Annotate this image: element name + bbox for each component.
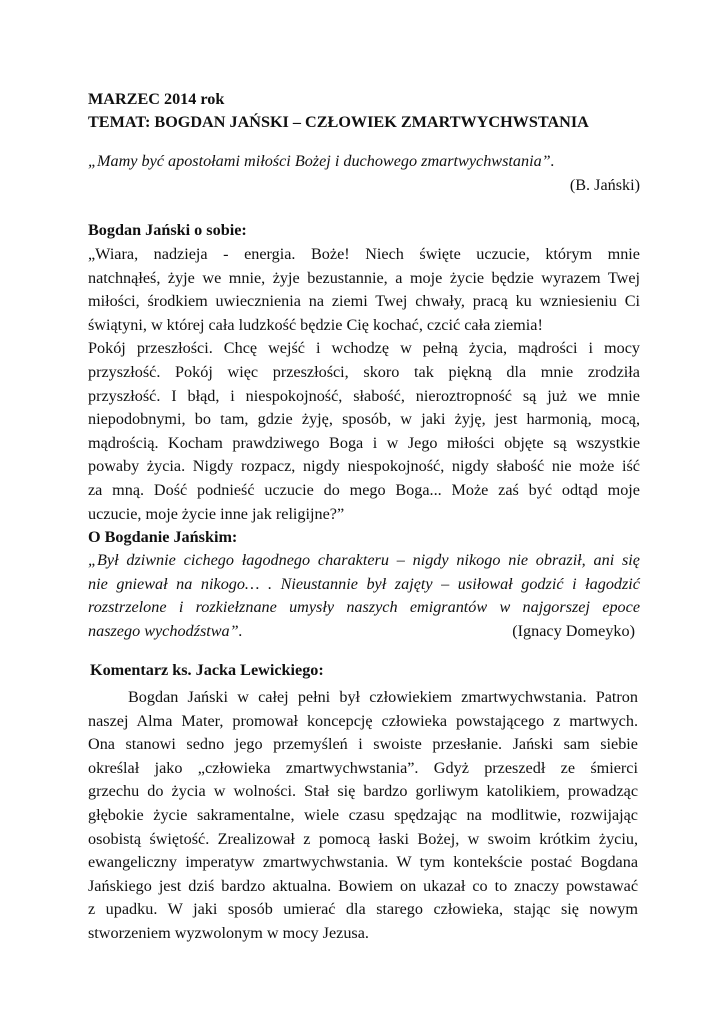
text-line: natchnąłeś, żyje we mnie, żyje bezustannie, a moje życie będzie wyrazem Twej [88,268,640,287]
text-line: powaby życia. Nigdy rozpacz, nigdy niespokojność, nigdy słabość nie może iść [88,457,640,476]
topic-heading: TEMAT: BOGDAN JAŃSKI – CZŁOWIEK ZMARTWYCHWSTANIA [88,113,589,131]
comment-section-heading: Komentarz ks. Jacka Lewickiego: [90,661,324,679]
text-line: ewangeliczny imperatyw zmartwychwstania. W tym kontekście postać Bogdana [88,853,638,872]
text-line: niepodobnymi, bo tam, gdzie żyję, sposób, w jaki żyję, jest harmonią, mocą, [88,410,640,429]
text-line: Jańskiego jest dziś bardzo aktualna. Bowiem on ukazał co to znaczy powstawać [88,876,638,895]
about-quote-paragraph [88,549,640,643]
text-line: „Był dziwnie cichego łagodnego charakteru – nigdy nikogo nie obraził, ani się [88,551,640,569]
date-heading: MARZEC 2014 rok [88,90,225,108]
text-line: głębokie życie sakramentalne, wiele czasu spędzając na modlitwie, rozwijając [88,805,638,824]
self-section-heading: Bogdan Jański o sobie: [88,221,247,239]
about-author: (Ignacy Domeyko) [512,621,635,640]
motto-quote: „Mamy być apostołami miłości Bożej i duchowego zmartwychwstania”. [88,152,555,170]
text-line: „Wiara, nadzieja - energia. Boże! Niech święte uczucie, którym mnie [88,245,640,263]
about-section-heading: O Bogdanie Jańskim: [88,528,238,546]
text-line: uczucie, moje życie inne jak religijne?” [88,504,345,523]
text-line: naszego wychodźstwa”. [88,621,243,640]
text-line: mądrością. Kocham prawdziwego Boga i w Jego miłości objęte są wszystkie [88,433,640,452]
text-line: stworzeniem wyzwolonym w mocy Jezusa. [88,923,369,942]
motto-author: (B. Jański) [569,176,640,194]
text-line: świątyni, w której cała ludzkość będzie Cię kochać, czcić cała ziemia! [88,315,543,334]
text-line: określał jako „człowieka zmartwychwstania”. Gdyż przeszedł ze śmierci [88,758,638,777]
text-line: Ona stanowi sedno jego przemyśleń i swoiste przesłanie. Jański sam siebie [88,735,638,754]
text-line: grzechu do życia w wolności. Stał się bardzo gorliwym katolikiem, prowadząc [88,782,638,801]
about-last-line [88,620,635,644]
text-line: przyszłość. Pokój więc przeszłości, skoro tak piękną dla mnie zrodziła [88,362,640,381]
text-line: Pokój przeszłości. Chcę wejść i wchodzę w pełną życia, mądrości i mocy [88,339,640,358]
comment-paragraph [88,686,638,946]
text-line: Bogdan Jański w całej pełni był człowiekiem zmartwychwstania. Patron [128,688,638,706]
text-line: za mną. Dość podnieść uczucie do mego Boga... Może zaś być odtąd moje [88,480,640,499]
text-line: naszej Alma Mater, promował koncepcję człowieka powstającego z martwych. [88,711,638,730]
text-line: z upadku. W jaki sposób umierać dla starego człowieka, stając się nowym [88,900,638,919]
text-line: przyszłość. I błąd, i niespokojność, słabość, nieroztropność są już we mnie [88,386,640,405]
text-line: nie gniewał na nikogo… . Nieustannie był zajęty – usiłował godzić i łagodzić [88,574,640,593]
text-line: osobistą świętość. Zrealizował z pomocą łaski Bożej, w swoim krótkim życiu, [88,829,638,848]
text-line: rozstrzelone i rozkiełznane umysły naszych emigrantów w najgorszej epoce [88,598,640,617]
self-quote-paragraph [88,243,640,526]
text-line: miłości, środkiem uwiecznienia na ziemi Twej chwały, pracą ku wzniesieniu Ci [88,292,640,311]
